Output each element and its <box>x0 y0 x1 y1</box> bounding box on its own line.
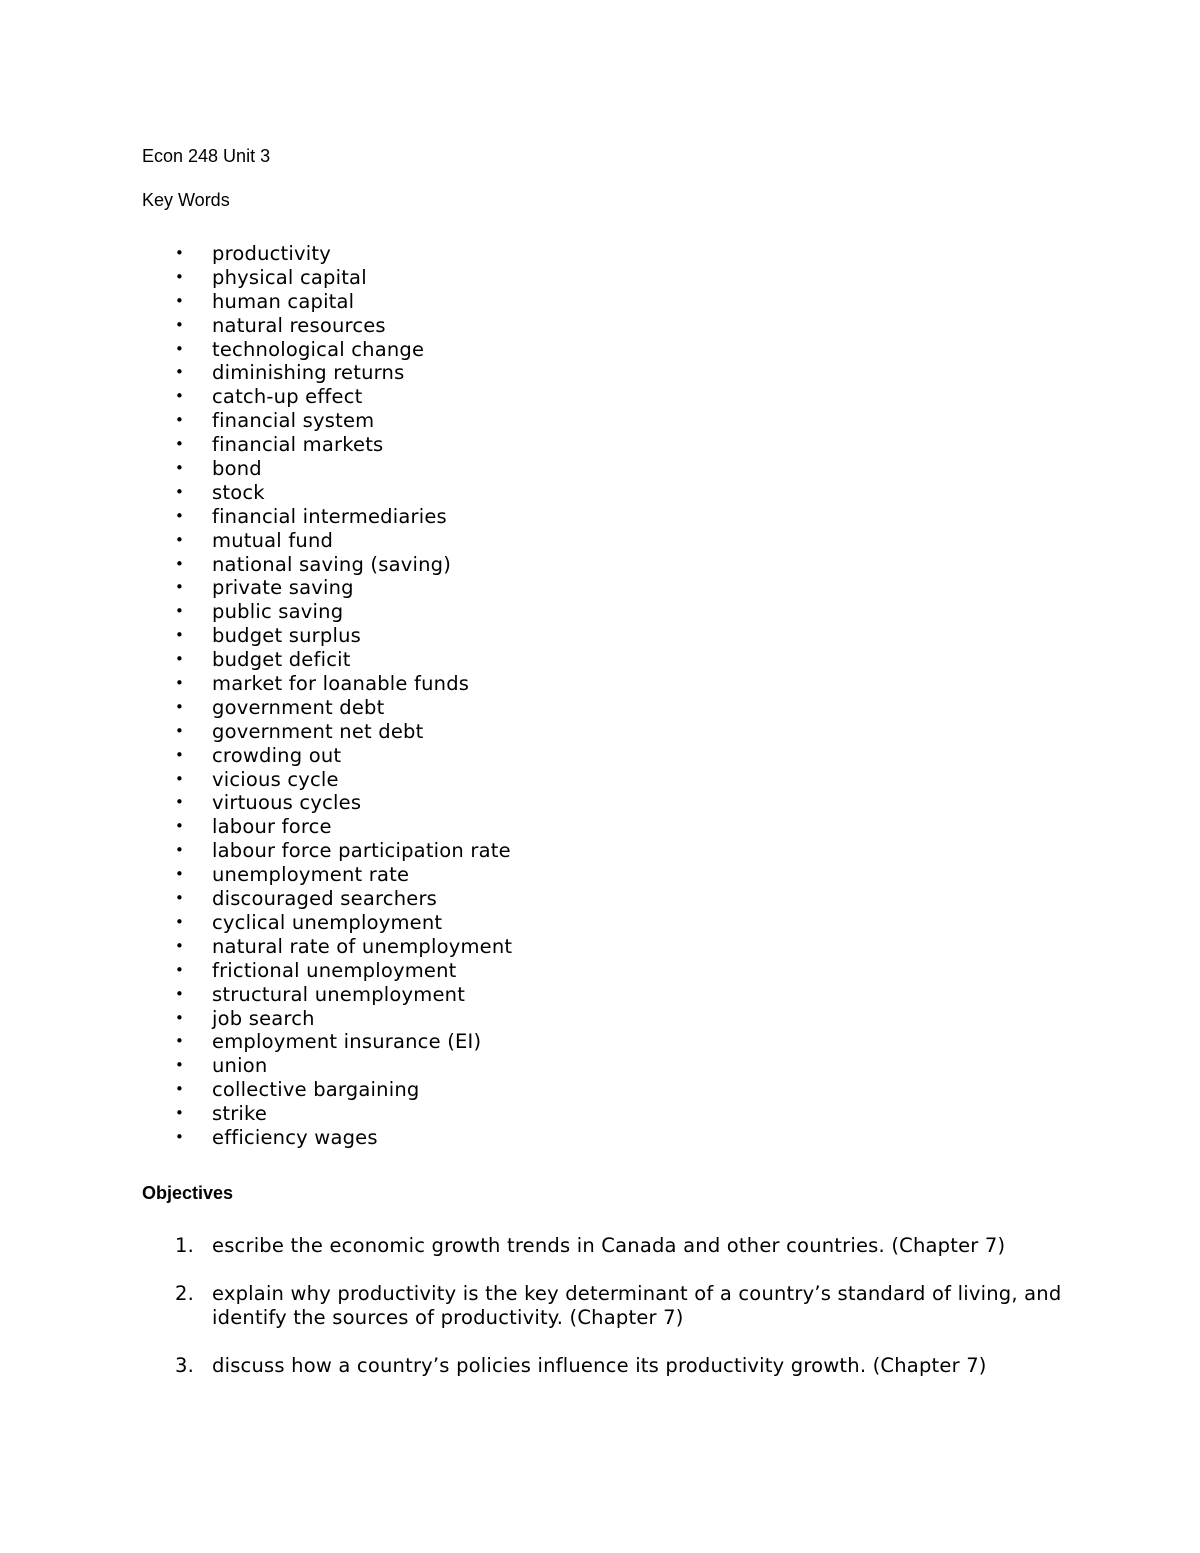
key-word-text: cyclical unemployment <box>212 910 443 934</box>
key-word-text: strike <box>212 1102 268 1126</box>
objective-number: 1. <box>175 1234 195 1257</box>
bullet-icon: • <box>175 267 185 286</box>
bullet-icon: • <box>175 674 185 693</box>
key-word-text: employment insurance (EI) <box>212 1030 482 1054</box>
key-word-text: physical capital <box>212 265 367 289</box>
key-word-text: natural resources <box>212 313 386 337</box>
bullet-icon: • <box>175 697 185 716</box>
bullet-icon: • <box>175 1056 185 1075</box>
key-word-text: public saving <box>212 600 344 624</box>
key-word-text: discouraged searchers <box>212 887 438 911</box>
key-word-text: technological change <box>212 337 425 361</box>
bullet-icon: • <box>175 530 185 549</box>
bullet-icon: • <box>175 769 185 788</box>
key-word-text: financial intermediaries <box>212 504 447 528</box>
bullet-icon: • <box>175 411 185 430</box>
key-word-text: crowding out <box>212 743 342 767</box>
bullet-icon: • <box>175 1080 185 1099</box>
bullet-icon: • <box>175 602 185 621</box>
bullet-icon: • <box>175 363 185 382</box>
key-word-text: government net debt <box>212 719 424 743</box>
key-word-text: virtuous cycles <box>212 791 362 815</box>
key-word-text: unemployment rate <box>212 863 410 887</box>
bullet-icon: • <box>175 387 185 406</box>
bullet-icon: • <box>175 554 185 573</box>
key-word-text: job search <box>212 1006 315 1030</box>
key-word-text: financial markets <box>212 433 384 457</box>
bullet-icon: • <box>175 984 185 1003</box>
key-word-text: bond <box>212 457 262 481</box>
objective-text: discuss how a country’s policies influence its productivity growth. (Chapter 7) <box>212 1353 987 1377</box>
bullet-icon: • <box>175 865 185 884</box>
bullet-icon: • <box>175 482 185 501</box>
bullet-icon: • <box>175 578 185 597</box>
bullet-icon: • <box>175 745 185 764</box>
bullet-icon: • <box>175 1008 185 1027</box>
bullet-icon: • <box>175 435 185 454</box>
key-word-text: frictional unemployment <box>212 958 457 982</box>
objective-text: explain why productivity is the key determinant of a country’s standard of living, and identify the sources of productivity. (Chapter 7) <box>212 1281 1062 1329</box>
key-words-heading: Key Words <box>142 190 230 210</box>
bullet-icon: • <box>175 817 185 836</box>
document-title: Econ 248 Unit 3 <box>142 146 271 166</box>
objectives-list <box>0 1234 1072 1401</box>
bullet-icon: • <box>175 459 185 478</box>
key-word-text: national saving (saving) <box>212 552 452 576</box>
objective-number: 3. <box>175 1353 195 1377</box>
bullet-icon: • <box>175 626 185 645</box>
objective-text: escribe the economic growth trends in Canada and other countries. (Chapter 7) <box>212 1234 1006 1257</box>
bullet-icon: • <box>175 1104 185 1123</box>
key-word-text: vicious cycle <box>212 767 339 791</box>
key-word-text: private saving <box>212 576 354 600</box>
bullet-icon: • <box>175 1032 185 1051</box>
key-word-text: market for loanable funds <box>212 672 470 696</box>
bullet-icon: • <box>175 912 185 931</box>
bullet-icon: • <box>175 721 185 740</box>
key-word-text: efficiency wages <box>212 1125 378 1149</box>
bullet-icon: • <box>175 793 185 812</box>
bullet-icon: • <box>175 339 185 358</box>
objective-item <box>0 1234 1072 1259</box>
key-word-text: mutual fund <box>212 528 334 552</box>
key-word-text: collective bargaining <box>212 1078 420 1102</box>
bullet-icon: • <box>175 315 185 334</box>
objective-number: 2. <box>175 1281 195 1305</box>
key-word-text: union <box>212 1054 268 1078</box>
bullet-icon: • <box>175 244 185 262</box>
key-word-text: productivity <box>212 242 331 265</box>
bullet-icon: • <box>175 1127 185 1146</box>
bullet-icon: • <box>175 506 185 525</box>
key-word-text: stock <box>212 480 265 504</box>
key-word-text: labour force <box>212 815 332 839</box>
bullet-icon: • <box>175 960 185 979</box>
bullet-icon: • <box>175 889 185 908</box>
key-word-text: natural rate of unemployment <box>212 934 513 958</box>
key-word-text: labour force participation rate <box>212 839 511 863</box>
key-word-text: structural unemployment <box>212 982 466 1006</box>
bullet-icon: • <box>175 291 185 310</box>
objective-item <box>0 1282 1072 1331</box>
objective-item <box>0 1354 1072 1379</box>
key-word-text: catch-up effect <box>212 385 363 409</box>
key-word-text: budget deficit <box>212 648 351 672</box>
bullet-icon: • <box>175 841 185 860</box>
objectives-heading: Objectives <box>142 1183 234 1203</box>
bullet-icon: • <box>175 650 185 669</box>
key-word-text: government debt <box>212 695 385 719</box>
key-word-text: human capital <box>212 289 355 313</box>
key-word-text: diminishing returns <box>212 361 405 385</box>
key-word-text: budget surplus <box>212 624 361 648</box>
key-word-text: financial system <box>212 409 375 433</box>
bullet-icon: • <box>175 936 185 955</box>
